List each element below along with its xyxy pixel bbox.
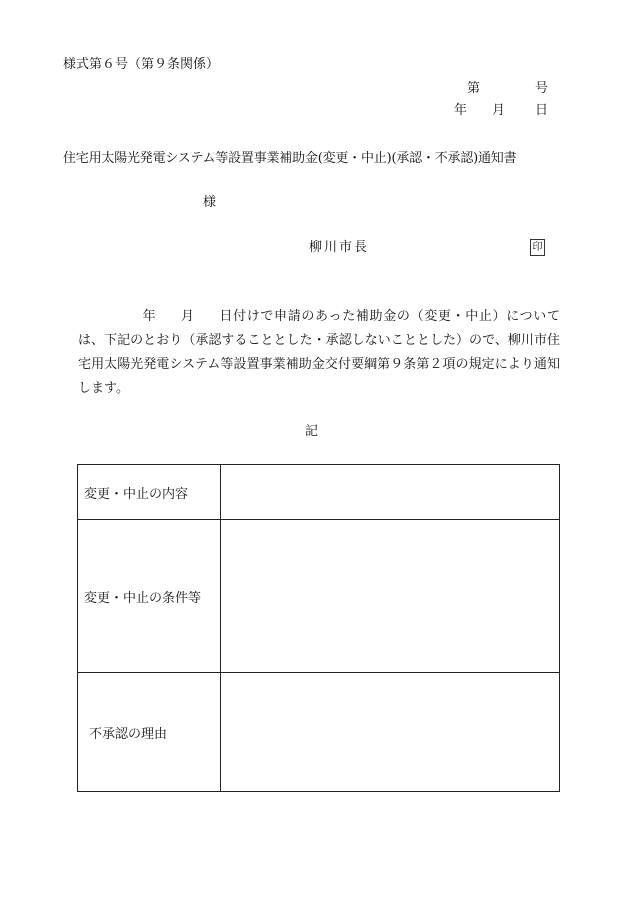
date-month-label: 月 [492, 103, 506, 118]
row-label-rejection-reason: 不承認の理由 [78, 673, 221, 792]
issue-number-suffix: 号 [535, 81, 549, 96]
row-value-rejection-reason [221, 673, 560, 792]
issuer-name: 柳川市長 [309, 240, 370, 255]
table-row [78, 673, 560, 792]
row-value-change-content [221, 465, 560, 520]
body-paragraph [78, 305, 560, 401]
date-day-label: 日 [535, 103, 549, 118]
issue-number-prefix: 第 [467, 81, 481, 96]
date-year-label: 年 [454, 103, 468, 118]
table-row [78, 520, 560, 673]
detail-table [77, 464, 560, 792]
body-text: 日付けで申請のあった補助金の（変更・中止）については、下記のとおり（承認することとした・承認しないこととした）ので、柳川市住宅用太陽光発電システム等設置事業補助金交付要綱第９条第２項の規定により通知します。 [78, 309, 560, 396]
table-row [78, 465, 560, 520]
row-label-change-content: 変更・中止の内容 [78, 465, 221, 520]
row-label-change-conditions: 変更・中止の条件等 [78, 520, 221, 673]
seal-stamp-icon: 印 [530, 239, 545, 256]
ki-heading: 記 [305, 424, 319, 439]
document-title: 住宅用太陽光発電システム等設置事業補助金(変更・中止)(承認・不承認)通知書 [63, 151, 517, 166]
form-number: 様式第６号（第９条関係） [63, 57, 220, 72]
body-year-label: 年 [142, 309, 157, 324]
row-value-change-conditions [221, 520, 560, 673]
addressee-honorific: 様 [203, 195, 217, 210]
body-month-label: 月 [180, 309, 195, 324]
